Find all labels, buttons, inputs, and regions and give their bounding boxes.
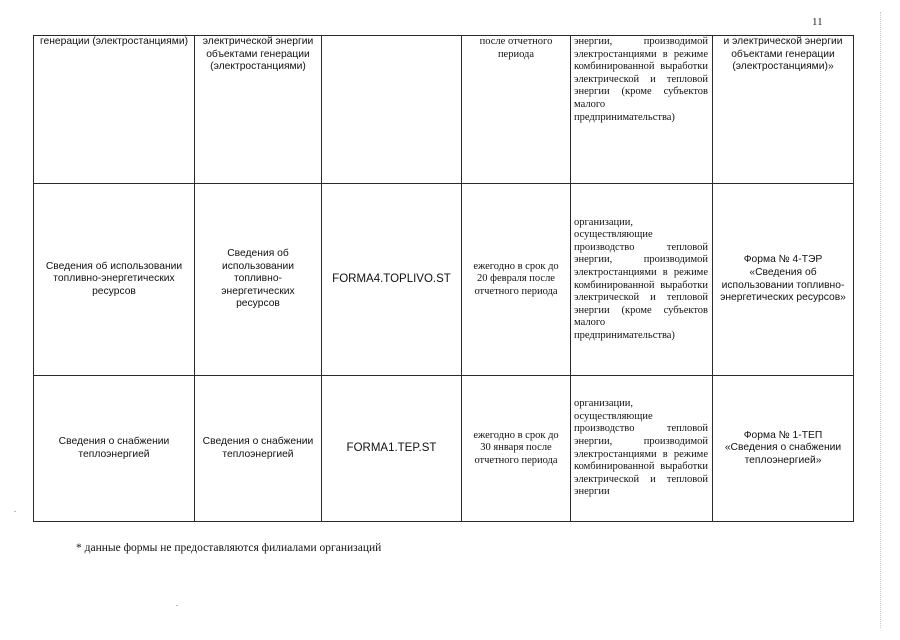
scan-speck [14, 511, 16, 512]
footnote: * данные формы не предоставляются филиалами организаций [76, 542, 382, 554]
table-cell-form: Форма № 4-ТЭР «Сведения об использовании топливно-энергетических ресурсов» [713, 184, 854, 376]
table-cell-respondents: энергии, производимой электростанциями в режиме комбинированной выработки электрической и тепловой энергии (кроме субъектов малого предпринимательства) [571, 36, 713, 184]
table-cell-deadline: после отчетного периода [462, 36, 571, 184]
table-cell-code [322, 36, 462, 184]
table-cell-deadline: ежегодно в срок до 30 января после отчетного периода [462, 376, 571, 522]
table-cell-deadline: ежегодно в срок до 20 февраля после отчетного периода [462, 184, 571, 376]
table-cell-code: FORMA4.TOPLIVO.ST [322, 184, 462, 376]
table-cell-respondents: организации, осуществляющие производство тепловой энергии, производимой электростанциями в режиме комбинированной выработки электрической и тепловой энергии [571, 376, 713, 522]
table-cell-description: Сведения о снабжении теплоэнергией [195, 376, 322, 522]
table-cell-name: Сведения о снабжении теплоэнергией [34, 376, 195, 522]
table-cell-name: генерации (электростанциями) [34, 36, 195, 184]
scan-speck [176, 605, 178, 606]
table-cell-form: и электрической энергии объектами генерации (электростанциями)» [713, 36, 854, 184]
forms-table [33, 35, 854, 522]
table-cell-form: Форма № 1-ТЕП «Сведения о снабжении теплоэнергией» [713, 376, 854, 522]
page-number: 11 [812, 16, 823, 28]
table-row [34, 376, 854, 522]
table-cell-code: FORMA1.TEP.ST [322, 376, 462, 522]
scan-edge-line [880, 12, 881, 628]
table-cell-description: Сведения об использовании топливно-энергетических ресурсов [195, 184, 322, 376]
table-cell-name: Сведения об использовании топливно-энергетических ресурсов [34, 184, 195, 376]
table-cell-description: электрической энергии объектами генерации (электростанциями) [195, 36, 322, 184]
table-cell-respondents: организации, осуществляющие производство тепловой энергии, производимой электростанциями в режиме комбинированной выработки электрической и тепловой энергии (кроме субъектов малого предпринимательства) [571, 184, 713, 376]
table-row [34, 184, 854, 376]
table-row [34, 36, 854, 184]
